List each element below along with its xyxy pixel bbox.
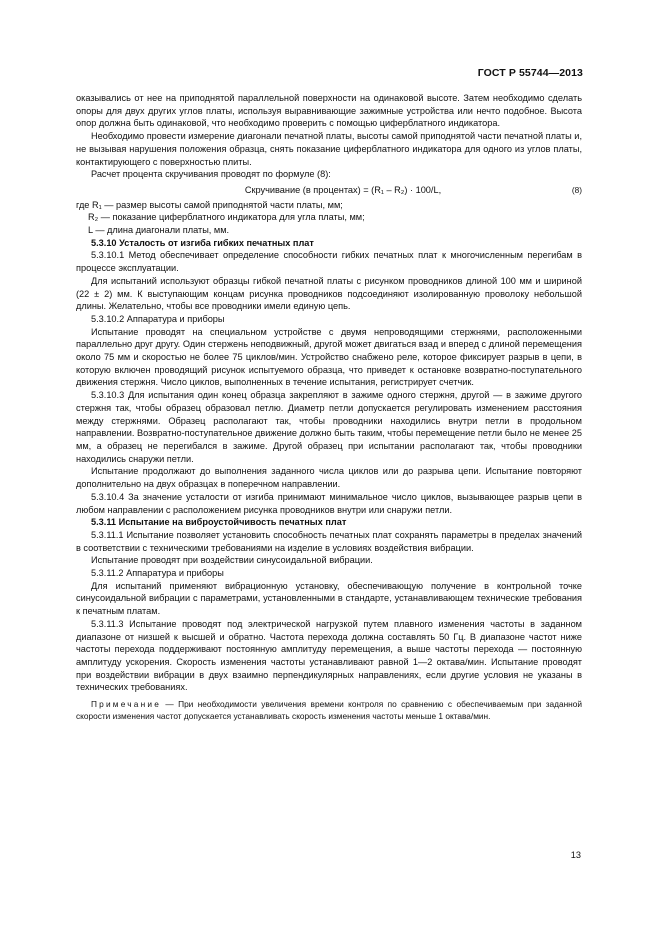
- paragraph-5-3-10-1-samples: Для испытаний используют образцы гибкой печатной платы с рисунком проводников длиной 100 мм и шириной (22 ± 2) мм. К выступающим концам рисунка проводников подсоединяют изолированную проволоку небольшой длины. Желательно, чтобы все проводники имели единую цепь.: [76, 275, 582, 312]
- definition-r2: R₂ — показание циферблатного индикатора для угла платы, мм;: [88, 212, 365, 223]
- document-header: ГОСТ Р 55744—2013: [477, 67, 583, 79]
- page-number: 13: [570, 850, 581, 860]
- note-text: — При необходимости увеличения времени контроля по сравнению с обеспечиваемым при заданной скорости изменения частот допускается устанавливать скорость изменения частоты меньше 1 октава/мин.: [76, 699, 582, 721]
- note: [76, 699, 582, 722]
- paragraph-5-3-10-4: 5.3.10.4 За значение усталости от изгиба принимают минимальное число циклов, вызывающее разрыв цепи в любом направлении с расположением рисунка проводников внутри или снаружи петли.: [76, 491, 582, 515]
- formula-number: (8): [571, 184, 582, 195]
- paragraph-5-3-11-2-equipment: Для испытаний применяют вибрационную установку, обеспечивающую получение в контрольной точке синусоидальной вибрации с параметрами, установленными в стандарте, устанавливающем технические требования к печатным платам.: [76, 580, 582, 617]
- paragraph-twist-calculation: Расчет процента скручивания проводят по формуле (8):: [91, 169, 331, 180]
- section-heading-5-3-10: 5.3.10 Усталость от изгиба гибких печатных плат: [91, 237, 314, 248]
- paragraph-5-3-10-3-continue: Испытание продолжают до выполнения заданного числа циклов или до разрыва цепи. Испытание повторяют дополнительно на двух образцах в поперечном направлении.: [76, 466, 582, 490]
- paragraph-5-3-10-1: 5.3.10.1 Метод обеспечивает определение способности гибких печатных плат к многочисленным перегибам в процессе эксплуатации.: [76, 250, 582, 274]
- paragraph-5-3-11-3: 5.3.11.3 Испытание проводят под электрической нагрузкой путем плавного изменения частоты в заданном диапазоне от низшей к высшей и обратно. Частота перехода должна составлять 50 Гц. В диапазоне частот ниже частоты перехода поддерживают постоянную амплитуду перемещения, а выше частоты перехода — постоянную амплитуду ускорения. Скорость изменения частоты устанавливают равной 1—2 октава/мин. Испытание проводят при воздействии вибрации в двух взаимно перпендикулярных направлениях, если другие условия не указаны в технических требованиях.: [76, 618, 582, 693]
- section-heading-5-3-11: 5.3.11 Испытание на виброустойчивость печатных плат: [91, 517, 347, 528]
- paragraph-continuation: оказывались от нее на приподнятой параллельной поверхности на одинаковой высоте. Затем необходимо сделать опоры для двух других углов платы, используя выравнивающие зажимные устройства или нечто подобное. Высота опор должна быть одинаковой, что необходимо проверить с помощью циферблатного индикатора.: [76, 93, 582, 129]
- definition-r1: где R₁ — размер высоты самой приподнятой части платы, мм;: [76, 199, 343, 210]
- variable-definitions: [76, 199, 582, 237]
- formula-text: Скручивание (в процентах) = (R₁ – R₂) · 100/L,: [244, 184, 442, 195]
- definition-l: L — длина диагонали платы, мм.: [88, 225, 230, 236]
- document-body: [76, 92, 582, 722]
- paragraph-5-3-10-2: 5.3.10.2 Аппаратура и приборы: [91, 313, 225, 324]
- paragraph-5-3-11-2: 5.3.11.2 Аппаратура и приборы: [91, 568, 224, 579]
- paragraph-5-3-10-2-device: Испытание проводят на специальном устройстве с двумя непроводящими стержнями, расположенными параллельно друг другу. Один стержень неподвижный, другой может двигаться взад и вперед с длиной перемещения около 75 мм и скоростью не более 75 циклов/мин. Устройство снабжено реле, которое фиксирует разрыв в цепи, в которую включен проводящий рисунок испытуемого образца, что приведет к остановке возвратно-поступательного движения стержня. Число циклов, выполненных в течение испытания, регистрирует счетчик.: [76, 326, 582, 388]
- note-label: Примечание: [91, 699, 162, 710]
- paragraph-diagonal-measurement: Необходимо провести измерение диагонали печатной платы, высоты самой приподнятой части печатной платы и, не вызывая нарушения положения образца, снять показание циферблатного индикатора для одного из углов платы, контактирующего с поверхностью плиты.: [76, 131, 582, 167]
- formula-8: [76, 184, 582, 197]
- paragraph-5-3-10-3: 5.3.10.3 Для испытания один конец образца закрепляют в зажиме одного стержня, другой — в зажиме другого стержня так, чтобы образец образовал петлю. Диаметр петли допускается регулировать изменением расстояния между стержнями. Образец располагают так, чтобы проводники находились внутри петли в продольном направлении. Возвратно-поступательное движение должно быть таким, чтобы перемещение петли было не менее 25 мм, а образец не перегибался в зажиме. Другой образец при испытании располагают так, чтобы проводники находились снаружи петли.: [76, 390, 582, 464]
- paragraph-5-3-11-1-sine: Испытание проводят при воздействии синусоидальной вибрации.: [91, 555, 373, 566]
- paragraph-5-3-11-1: 5.3.11.1 Испытание позволяет установить способность печатных плат сохранять параметры в пределах значений в соответствии с техническими требованиями на изделие в условиях воздействия вибрации.: [76, 529, 582, 553]
